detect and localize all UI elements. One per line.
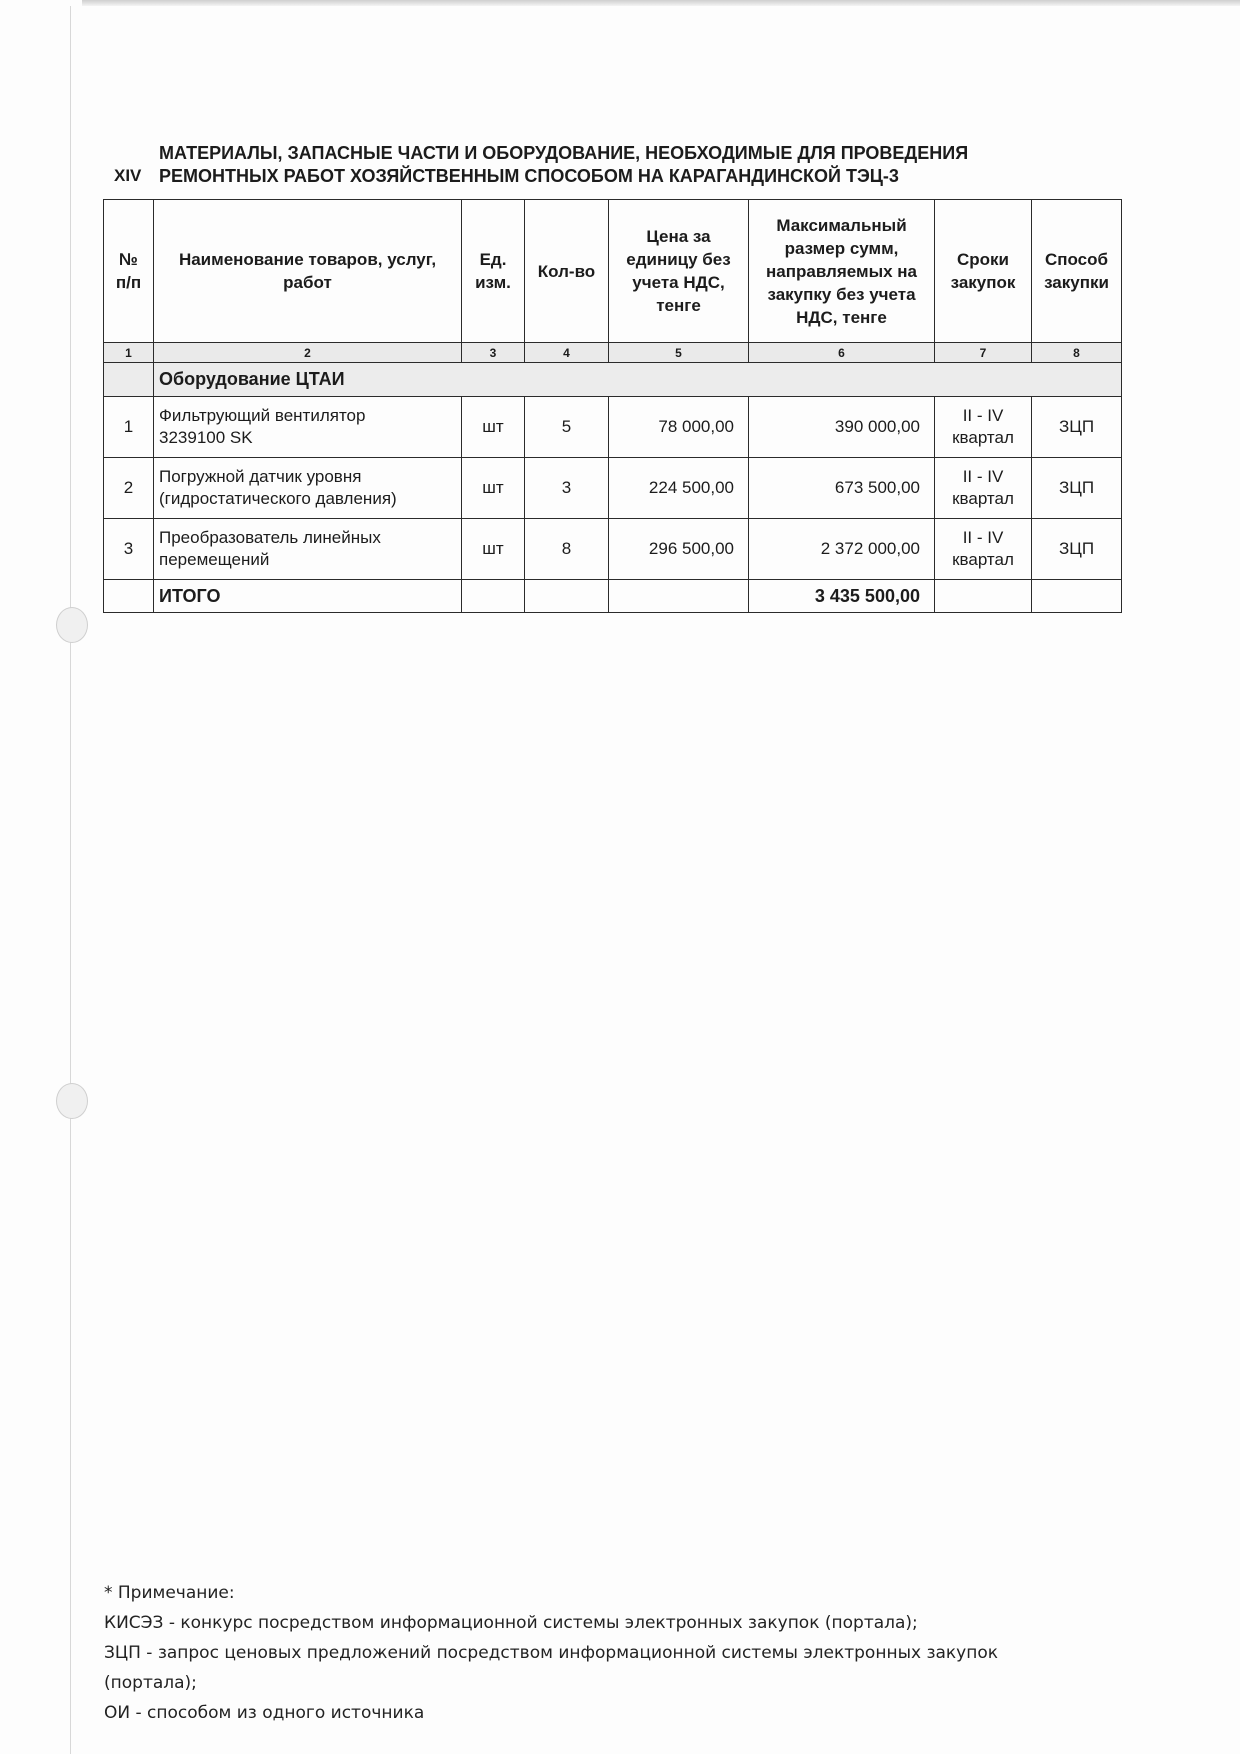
notes-line: ОИ - способом из одного источника [104,1703,425,1723]
table-header-row [104,200,1122,343]
row-amount: 673 500,00 [749,458,935,519]
column-number-row [104,343,1122,363]
header-max-amount [749,200,935,343]
row-terms [935,458,1032,519]
row-name [154,397,462,458]
row-terms [935,397,1032,458]
header-method [1032,200,1122,343]
header-price [609,200,749,343]
paper-top-edge [82,0,1240,6]
header-method-line1: Способ [1044,250,1109,269]
row-name [154,519,462,580]
column-number: 5 [609,343,749,363]
row-name-line1: Погружной датчик уровня [159,467,362,486]
header-price-line2: единицу без [626,250,731,269]
column-number: 6 [749,343,935,363]
notes-line: КИСЭЗ - конкурс посредством информационной системы электронных закупок (портала); [104,1613,918,1633]
notes-line: ЗЦП - запрос ценовых предложений посредством информационной системы электронных закупок [104,1643,999,1663]
section-title-line1: МАТЕРИАЛЫ, ЗАПАСНЫЕ ЧАСТИ И ОБОРУДОВАНИЕ, НЕОБХОДИМЫЕ ДЛЯ ПРОВЕДЕНИЯ [159,143,969,163]
header-terms-line2: закупок [950,273,1016,292]
header-num [104,200,154,343]
table-row [104,458,1122,519]
row-terms-line2: квартал [952,428,1014,447]
header-name-line1: Наименование товаров, услуг, [178,250,437,269]
row-name-line1: Фильтрующий вентилятор [159,406,366,425]
total-empty-cell [1032,580,1122,613]
total-amount: 3 435 500,00 [749,580,935,613]
row-num: 3 [104,519,154,580]
header-num-line2: п/п [115,273,142,292]
row-terms-line2: квартал [952,489,1014,508]
row-unit: шт [462,397,525,458]
header-max-line4: закупку без учета [767,284,916,304]
column-number: 2 [154,343,462,363]
punch-hole-icon [56,1083,88,1119]
row-method: ЗЦП [1032,458,1122,519]
header-qty: Кол-во [525,200,609,343]
row-amount: 390 000,00 [749,397,935,458]
total-empty-cell [609,580,749,613]
row-qty: 5 [525,397,609,458]
header-unit-line1: Ед. [479,250,507,269]
total-row [104,580,1122,613]
row-name-line2: (гидростатического давления) [159,489,397,508]
section-title-line2: РЕМОНТНЫХ РАБОТ ХОЗЯЙСТВЕННЫМ СПОСОБОМ НА КАРАГАНДИНСКОЙ ТЭЦ-3 [159,166,899,186]
row-name-line2: перемещений [159,550,270,569]
row-name [154,458,462,519]
column-number: 1 [104,343,154,363]
row-method: ЗЦП [1032,519,1122,580]
punch-hole-icon [56,607,88,643]
group-empty-cell [104,363,154,397]
header-terms [935,200,1032,343]
row-name-line2: 3239100 SK [159,428,253,447]
row-unit: шт [462,458,525,519]
header-unit [462,200,525,343]
row-terms-line1: II - IV [962,406,1004,425]
row-terms-line1: II - IV [962,528,1004,547]
column-number: 3 [462,343,525,363]
total-empty-cell [104,580,154,613]
procurement-table [103,199,1122,613]
row-num: 2 [104,458,154,519]
row-price: 78 000,00 [609,397,749,458]
section-number: XIV [114,166,142,185]
total-empty-cell [462,580,525,613]
header-price-line4: тенге [656,296,701,315]
header-num-line1: № [119,250,138,269]
header-max-line2: размер сумм, [784,238,899,258]
row-terms [935,519,1032,580]
header-max-line1: Максимальный [776,215,907,235]
header-name [154,200,462,343]
header-method-line2: закупки [1044,273,1109,292]
total-empty-cell [935,580,1032,613]
row-price: 224 500,00 [609,458,749,519]
row-qty: 3 [525,458,609,519]
section-heading [114,142,1114,194]
row-name-line1: Преобразователь линейных [159,528,381,547]
notes-line: (портала); [104,1673,197,1693]
footnotes [104,1578,1104,1728]
column-number: 7 [935,343,1032,363]
header-max-line3: направляемых на [766,261,917,281]
total-empty-cell [525,580,609,613]
table-row [104,397,1122,458]
section-title [159,142,968,188]
header-terms-line1: Сроки [956,250,1009,269]
column-number: 8 [1032,343,1122,363]
column-number: 4 [525,343,609,363]
total-label: ИТОГО [154,580,462,613]
row-terms-line1: II - IV [962,467,1004,486]
group-label: Оборудование ЦТАИ [154,363,1122,397]
row-price: 296 500,00 [609,519,749,580]
table-row [104,519,1122,580]
row-qty: 8 [525,519,609,580]
header-name-line2: работ [283,273,332,292]
row-amount: 2 372 000,00 [749,519,935,580]
row-terms-line2: квартал [952,550,1014,569]
row-method: ЗЦП [1032,397,1122,458]
header-price-line3: учета НДС, [632,273,725,292]
notes-heading: * Примечание: [104,1583,235,1603]
header-max-line5: НДС, тенге [796,307,887,327]
row-num: 1 [104,397,154,458]
header-unit-line2: изм. [475,273,511,292]
paper-fold-line [70,6,71,1754]
group-row [104,363,1122,397]
header-price-line1: Цена за [646,227,711,246]
row-unit: шт [462,519,525,580]
